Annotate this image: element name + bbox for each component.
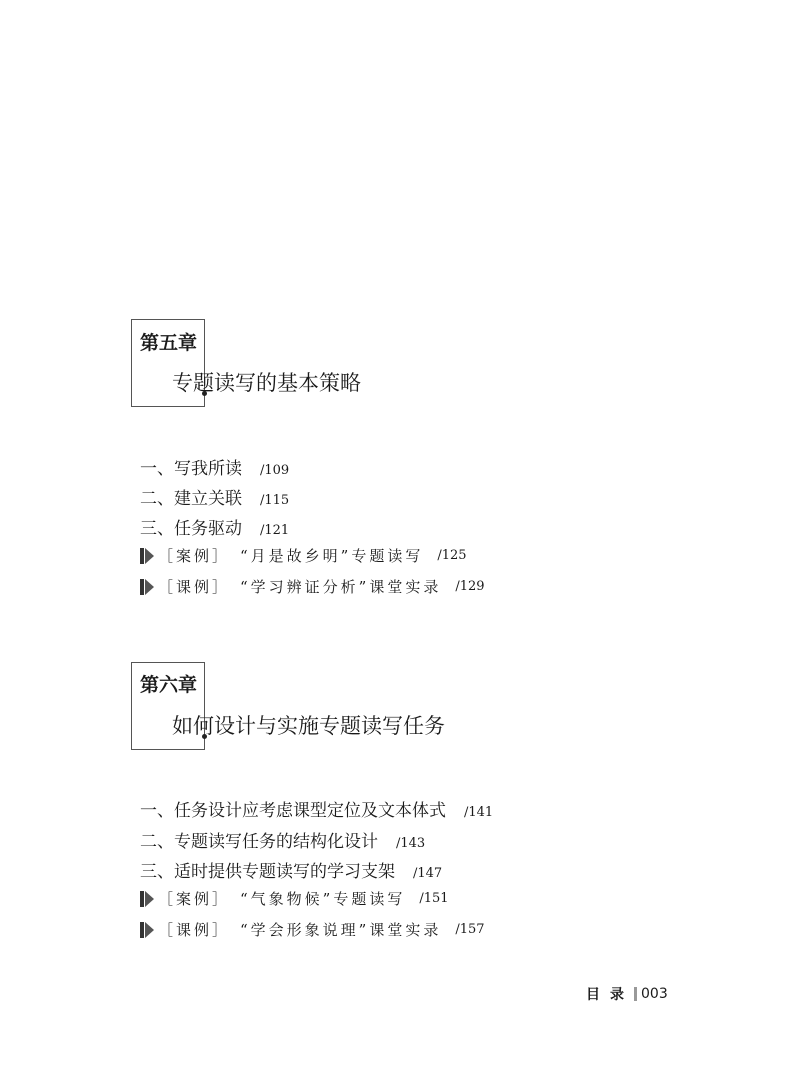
toc-item[interactable] xyxy=(140,514,289,539)
case-page: /151 xyxy=(419,891,449,906)
case-item[interactable] xyxy=(140,576,485,597)
chapter5-label: 第五章 xyxy=(140,332,198,354)
arrow-marker-icon xyxy=(140,891,154,907)
case-title: “月是故乡明”专题读写 xyxy=(240,547,424,565)
arrow-marker-icon xyxy=(140,579,154,595)
case-title: “学习辨证分析”课堂实录 xyxy=(240,578,442,596)
toc-item[interactable] xyxy=(140,857,442,882)
chapter5-title: 专题读写的基本策略 xyxy=(172,371,361,395)
toc-item[interactable] xyxy=(140,454,289,479)
case-page: /129 xyxy=(455,579,485,594)
footer-divider xyxy=(634,987,637,1001)
case-item[interactable] xyxy=(140,545,467,566)
case-tag: ［课例］ xyxy=(158,578,231,596)
case-tag: ［课例］ xyxy=(158,921,231,939)
toc-item[interactable] xyxy=(140,796,493,821)
footer-label: 目录 xyxy=(586,987,634,1003)
case-page: /125 xyxy=(437,548,467,563)
case-tag: ［案例］ xyxy=(158,547,231,565)
toc-item-text: 一、任务设计应考虑课型定位及文本体式 xyxy=(140,801,446,821)
page-footer xyxy=(586,984,668,1004)
arrow-marker-icon xyxy=(140,548,154,564)
case-item[interactable] xyxy=(140,888,449,909)
chapter6-title: 如何设计与实施专题读写任务 xyxy=(172,714,445,738)
toc-item-text: 二、专题读写任务的结构化设计 xyxy=(140,832,378,852)
toc-item-text: 二、建立关联 xyxy=(140,489,242,509)
toc-item-page: /121 xyxy=(260,523,290,538)
toc-item-page: /141 xyxy=(464,805,494,820)
case-page: /157 xyxy=(455,922,485,937)
toc-item-page: /143 xyxy=(396,836,426,851)
toc-item-text: 一、写我所读 xyxy=(140,459,242,479)
toc-item-text: 三、适时提供专题读写的学习支架 xyxy=(140,862,395,882)
toc-item[interactable] xyxy=(140,827,425,852)
toc-item-page: /147 xyxy=(413,866,443,881)
case-title: “气象物候”专题读写 xyxy=(240,890,406,908)
arrow-marker-icon xyxy=(140,922,154,938)
chapter6-label: 第六章 xyxy=(140,674,198,696)
case-item[interactable] xyxy=(140,919,485,940)
toc-item-page: /115 xyxy=(260,493,290,508)
case-tag: ［案例］ xyxy=(158,890,231,908)
toc-item[interactable] xyxy=(140,484,289,509)
toc-item-page: /109 xyxy=(260,463,290,478)
page-number: 003 xyxy=(641,986,668,1002)
toc-item-text: 三、任务驱动 xyxy=(140,519,242,539)
case-title: “学会形象说理”课堂实录 xyxy=(240,921,442,939)
